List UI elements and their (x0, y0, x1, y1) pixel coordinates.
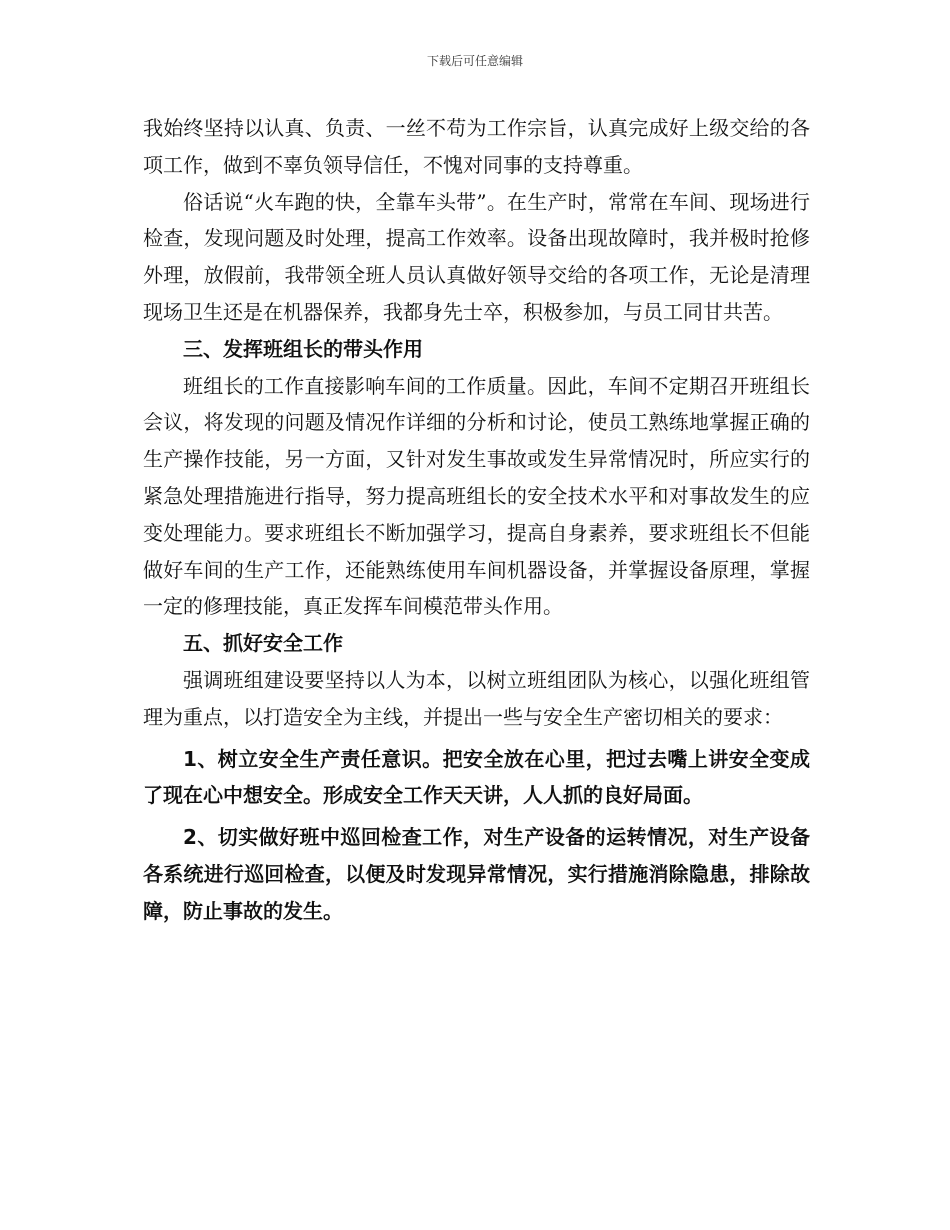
paragraph-team-leader: 班组长的工作直接影响车间的工作质量。因此，车间不定期召开班组长会议，将发现的问题及情况作详细的分析和讨论，使员工熟练地掌握正确的生产操作技能，另一方面，又针对发生事故或发生异常情况时，所应实行的紧急处理措施进行指导，努力提高班组长的安全技术水平和对事故发生的应变处理能力。要求班组长不断加强学习，提高自身素养，要求班组长不但能做好车间的生产工作，还能熟练使用车间机器设备，并掌握设备原理，掌握一定的修理技能，真正发挥车间模范带头作用。 (143, 373, 810, 619)
list-item-safety-2: 2、切实做好班中巡回检查工作，对生产设备的运转情况，对生产设备各系统进行巡回检查，以便及时发现异常情况，实行措施消除隐患，排除故障，防止事故的发生。 (143, 825, 810, 923)
section-heading-five: 五、抓好安全工作 (183, 631, 343, 656)
paragraph-safety-intro: 强调班组建设要坚持以人为本，以树立班组团队为核心，以强化班组管理为重点，以打造安全为主线，并提出一些与安全生产密切相关的要求： (143, 667, 810, 729)
document-body (143, 110, 810, 930)
page-header: 下载后可任意编辑 (426, 54, 523, 68)
paragraph-intro: 我始终坚持以认真、负责、一丝不苟为工作宗旨，认真完成好上级交给的各项工作，做到不辜负领导信任，不愧对同事的支持尊重。 (143, 116, 810, 177)
section-heading-three: 三、发挥班组长的带头作用 (183, 336, 423, 361)
paragraph-proverb: 俗话说“火车跑的快，全靠车头带”。在生产时，常常在车间、现场进行检查，发现问题及时处理，提高工作效率。设备出现故障时，我并极时抢修外理，放假前，我带领全班人员认真做好领导交给的各项工作，无论是清理现场卫生还是在机器保养，我都身先士卒，积极参加，与员工同甘共苦。 (143, 189, 810, 324)
list-item-safety-1: 1、树立安全生产责任意识。把安全放在心里，把过去嘴上讲安全变成了现在心中想安全。形成安全工作天天讲，人人抓的良好局面。 (143, 746, 810, 808)
